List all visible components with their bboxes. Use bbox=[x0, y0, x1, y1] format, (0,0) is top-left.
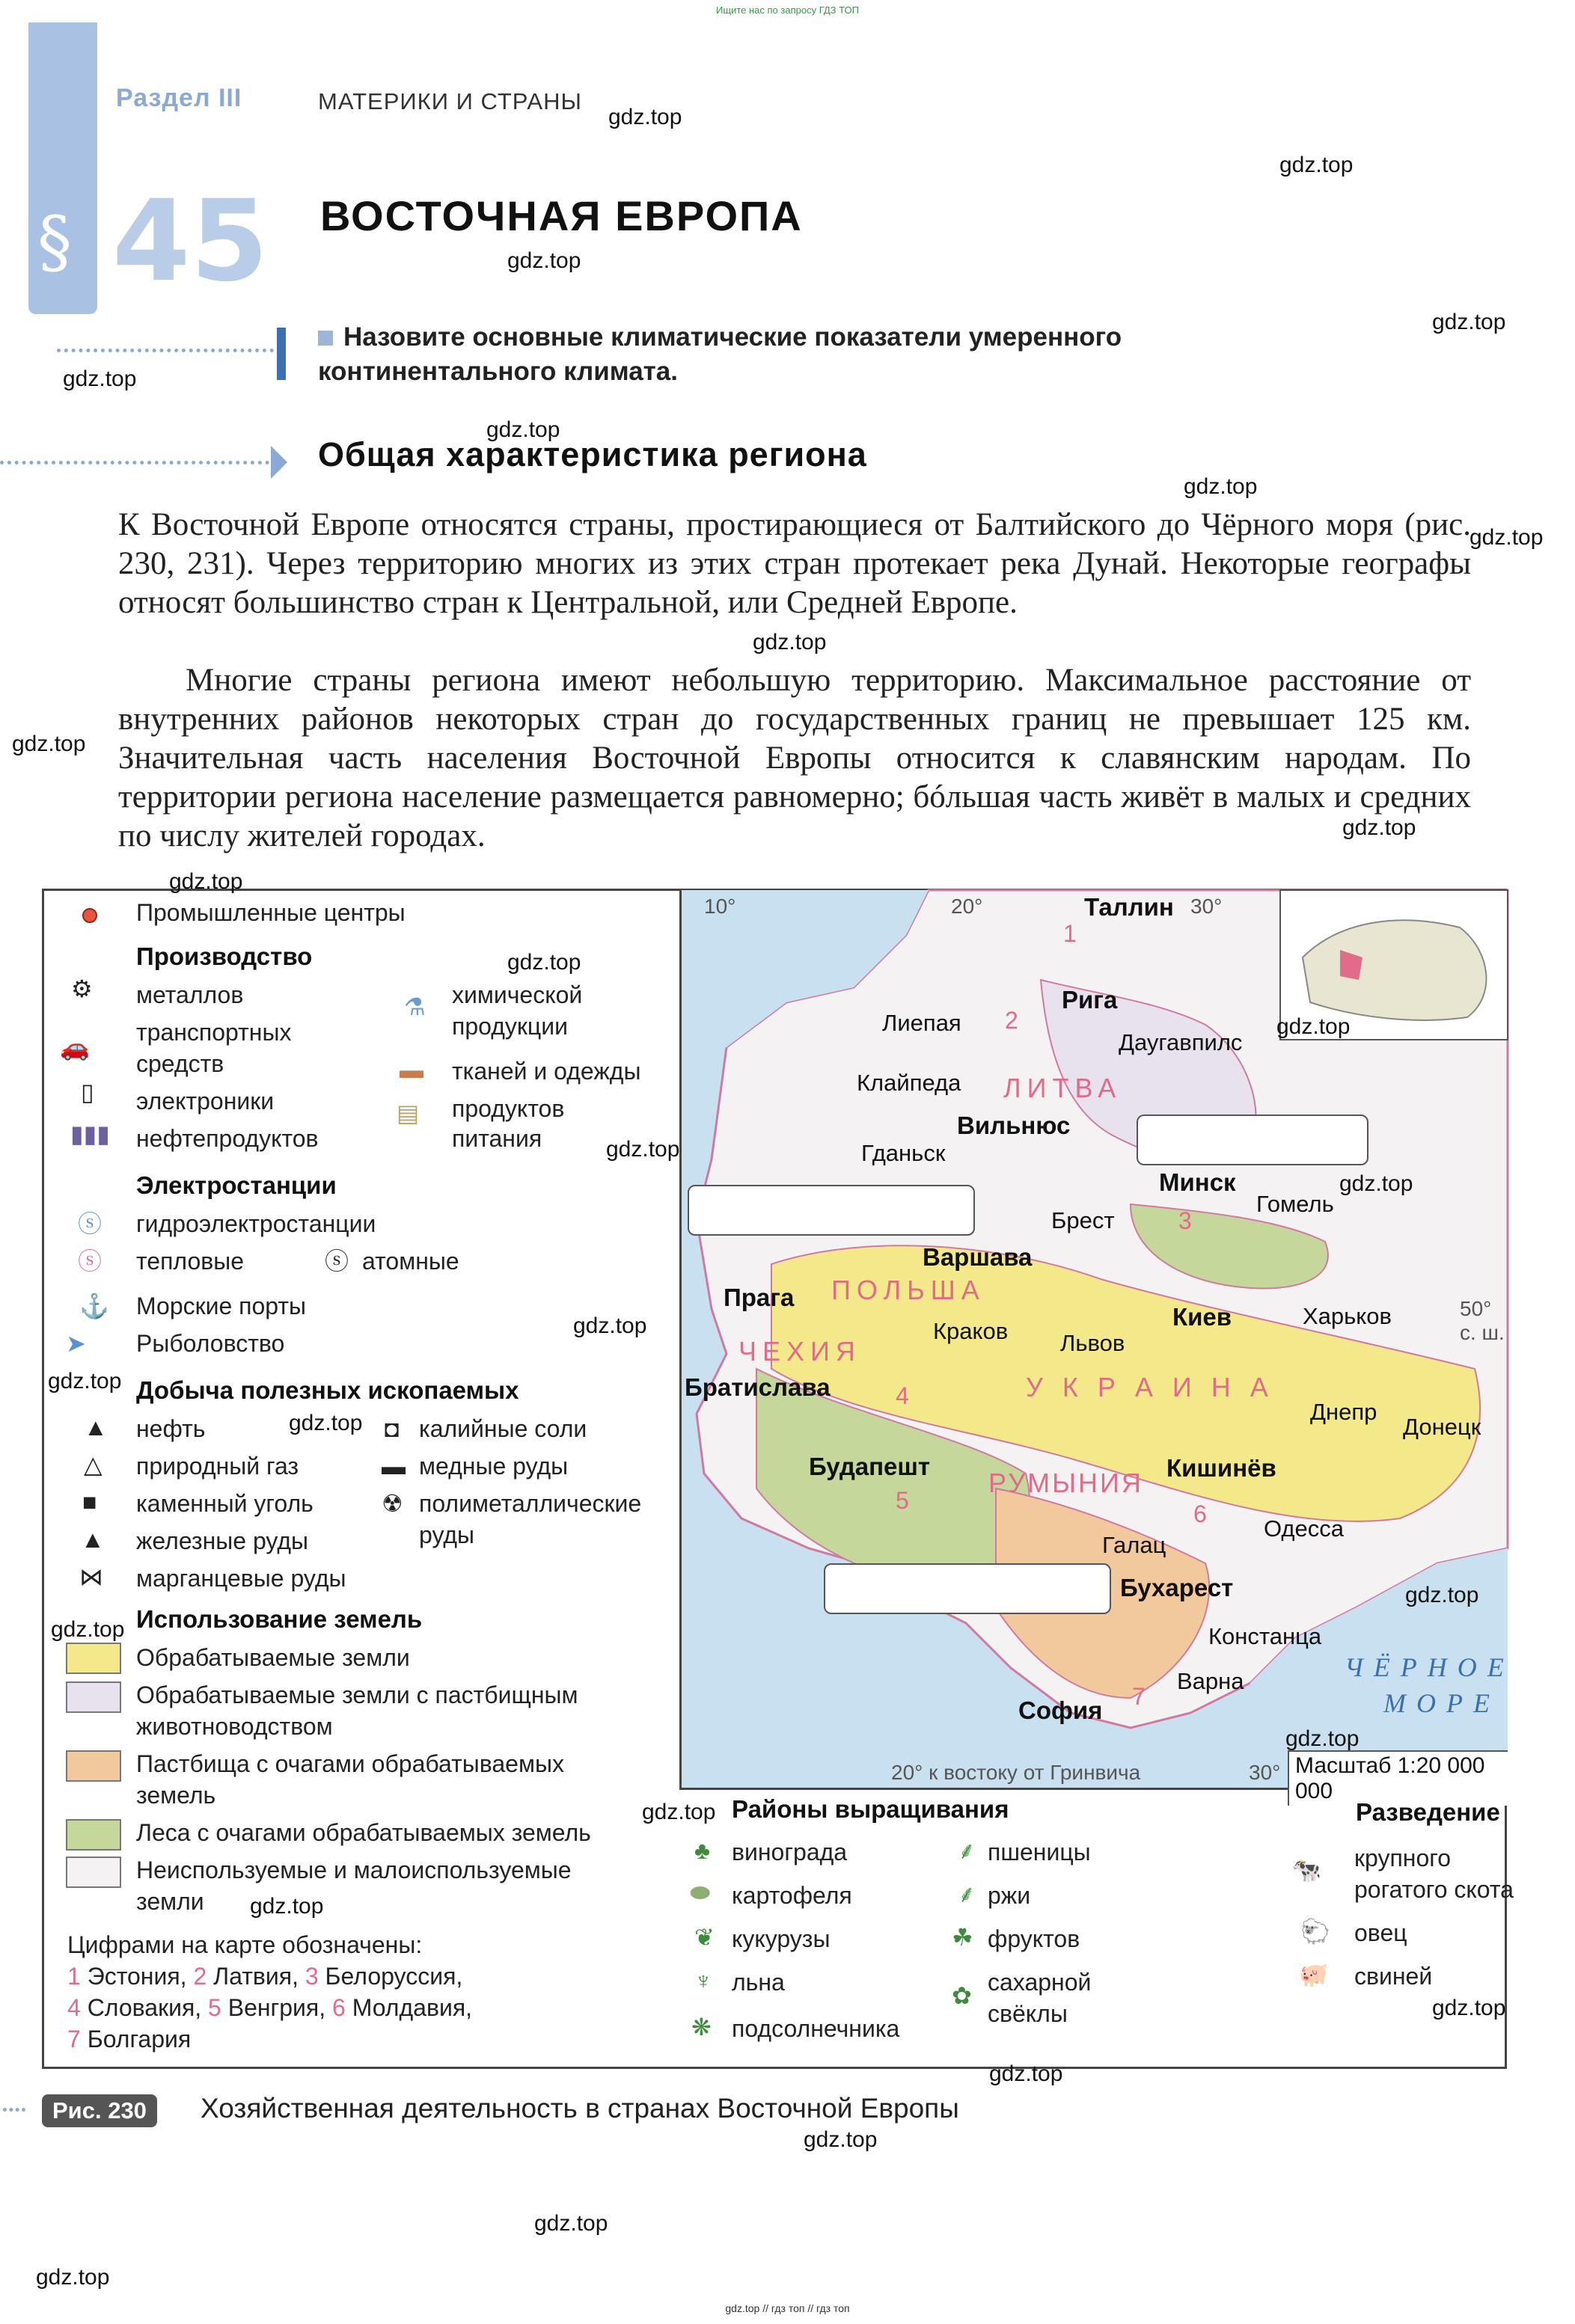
oil-icon: ▲ bbox=[84, 1414, 108, 1441]
sea-label-2: МОРЕ bbox=[1383, 1688, 1500, 1718]
city-sofia: София bbox=[1018, 1696, 1103, 1724]
legend-beet-2: свёклы bbox=[988, 2000, 1068, 2027]
gas-icon: △ bbox=[84, 1451, 103, 1478]
map-digit-2: 2 bbox=[1005, 1007, 1018, 1034]
body-paragraph-2: Многие страны региона имеют небольшую территорию. Максимальное расстояние от внутренних районов некоторых стран до государственных границ не превышает 125 км. Значительная часть населения Восточной Европы относится к славянским народам. По территории региона население размещается равномерно; бóльшая часть живёт в малых и средних по числу жителей городах. bbox=[118, 663, 1471, 853]
city-lviv: Львов bbox=[1060, 1330, 1125, 1356]
nuclear-plant-icon: ⓢ bbox=[325, 1248, 349, 1275]
polymetal-icon: ☢ bbox=[382, 1490, 403, 1517]
watermark: gdz.top bbox=[48, 1369, 122, 1394]
legend-potato: картофеля bbox=[732, 1882, 852, 1909]
country-czech: ЧЕХИЯ bbox=[738, 1336, 861, 1367]
digits-line-2 bbox=[67, 1993, 472, 2023]
flax-icon: ♆ bbox=[694, 1967, 712, 1994]
map-digit-6: 6 bbox=[1193, 1500, 1207, 1527]
legend-fishing: Рыболовство bbox=[136, 1330, 285, 1357]
paragraph-symbol: § bbox=[37, 202, 72, 282]
car-icon: 🚗 bbox=[60, 1034, 90, 1061]
country-slovakia: Словакия, bbox=[80, 1994, 209, 2021]
watermark: gdz.top bbox=[507, 248, 581, 273]
legend-chemical-1: химической bbox=[452, 981, 583, 1008]
legend-electronics: электроники bbox=[136, 1088, 275, 1115]
legend-production-title: Производство bbox=[136, 942, 313, 970]
fruit-icon: ☘ bbox=[952, 1924, 973, 1951]
swatch-unused bbox=[66, 1857, 121, 1888]
city-chisinau: Кишинёв bbox=[1166, 1454, 1276, 1482]
watermark: gdz.top bbox=[573, 1313, 647, 1338]
legend-land2-1: Обрабатываемые земли с пастбищным bbox=[136, 1681, 578, 1708]
copper-icon: ▬ bbox=[382, 1453, 406, 1480]
phone-icon: ▯ bbox=[81, 1079, 94, 1106]
coord-bottom-30: 30° bbox=[1249, 1761, 1281, 1784]
city-budapest: Будапешт bbox=[809, 1453, 931, 1480]
legend-mining-title: Добыча полезных ископаемых bbox=[136, 1376, 519, 1404]
top-note: Ищите нас по запросу ГДЗ ТОП bbox=[716, 4, 859, 16]
city-odessa: Одесса bbox=[1264, 1515, 1345, 1542]
map-digit-1: 1 bbox=[1063, 920, 1077, 947]
footer: gdz.top // гдз топ // гдз топ bbox=[725, 2302, 850, 2314]
city-constanta: Констанца bbox=[1208, 1623, 1322, 1649]
industrial-center-icon bbox=[82, 908, 97, 923]
coord-bottom-20: 20° к востоку от Гринвича bbox=[891, 1761, 1141, 1784]
digit-2: 2 bbox=[193, 1963, 207, 1990]
legend-land3-1: Пастбища с очагами обрабатываемых bbox=[136, 1750, 564, 1777]
city-minsk: Минск bbox=[1159, 1168, 1236, 1196]
watermark: gdz.top bbox=[12, 732, 86, 756]
legend-power-title: Электростанции bbox=[136, 1171, 337, 1199]
section-label: Раздел III bbox=[116, 84, 242, 112]
legend-corn: кукурузы bbox=[732, 1925, 831, 1952]
watermark: gdz.top bbox=[1432, 1996, 1506, 2020]
cattle-icon: 🐄 bbox=[1291, 1857, 1321, 1883]
paragraph-number: 45 bbox=[112, 177, 269, 307]
legend-food-2: питания bbox=[452, 1125, 542, 1152]
watermark: gdz.top bbox=[486, 417, 560, 442]
corn-icon: ❦ bbox=[694, 1924, 715, 1951]
city-bratislava: Братислава bbox=[685, 1373, 831, 1401]
country-lithuania: ЛИТВА bbox=[1003, 1073, 1122, 1103]
industry-panel-warsaw bbox=[688, 1185, 975, 1236]
map-digit-4: 4 bbox=[896, 1382, 909, 1409]
watermark: gdz.top bbox=[608, 105, 682, 129]
legend-pigs: свиней bbox=[1354, 1963, 1433, 1990]
caption-dots bbox=[3, 2108, 25, 2112]
watermark: gdz.top bbox=[1285, 1726, 1360, 1751]
country-belarus: Белоруссия, bbox=[318, 1963, 463, 1990]
coal-icon: ■ bbox=[82, 1488, 97, 1515]
legend-vehicles-2: средств bbox=[136, 1050, 224, 1077]
figure-caption: Хозяйственная деятельность в странах Восточной Европы bbox=[201, 2093, 959, 2124]
country-bulgaria: Болгария bbox=[80, 2026, 192, 2052]
iron-icon: ▲ bbox=[81, 1526, 105, 1553]
chapter-label: МАТЕРИКИ И СТРАНЫ bbox=[318, 88, 582, 114]
city-kiev: Киев bbox=[1172, 1303, 1232, 1331]
legend-land2-2: животноводством bbox=[136, 1713, 333, 1740]
watermark: gdz.top bbox=[36, 2265, 110, 2290]
divider bbox=[57, 349, 274, 352]
legend-oil: нефть bbox=[136, 1415, 206, 1442]
city-krakow: Краков bbox=[933, 1318, 1009, 1344]
legend-potash: калийные соли bbox=[419, 1415, 587, 1442]
manganese-icon: ⋈ bbox=[79, 1563, 103, 1590]
city-prague: Прага bbox=[724, 1284, 795, 1311]
metal-icon: ⚙ bbox=[71, 975, 93, 1002]
city-galati: Галац bbox=[1102, 1532, 1166, 1558]
question bbox=[318, 320, 1440, 389]
swatch-cultivated-pasture bbox=[66, 1681, 121, 1713]
map-digit-3: 3 bbox=[1178, 1207, 1192, 1234]
digits-line-3 bbox=[67, 2024, 191, 2054]
legend-rye: ржи bbox=[988, 1882, 1031, 1909]
hydro-plant-icon: ⓢ bbox=[78, 1210, 103, 1237]
city-warsaw: Варшава bbox=[923, 1243, 1033, 1271]
flask-icon: ⚗ bbox=[404, 993, 426, 1020]
legend-flax: льна bbox=[732, 1969, 785, 1996]
sunflower-icon: ❋ bbox=[691, 2014, 712, 2041]
digit-1: 1 bbox=[67, 1963, 81, 1990]
question-line2: континентального климата. bbox=[318, 357, 678, 386]
legend-wheat: пшеницы bbox=[988, 1839, 1091, 1865]
legend-metals: металлов bbox=[136, 981, 244, 1008]
watermark: gdz.top bbox=[1405, 1583, 1479, 1607]
legend-food-1: продуктов bbox=[452, 1095, 565, 1122]
rye-icon: ⸙ bbox=[958, 1880, 976, 1907]
coord-20: 20° bbox=[951, 895, 983, 918]
digit-7: 7 bbox=[67, 2026, 81, 2052]
watermark: gdz.top bbox=[1279, 153, 1354, 177]
city-klaipeda: Клайпеда bbox=[857, 1070, 961, 1096]
question-marker bbox=[277, 328, 286, 380]
digits-title: Цифрами на карте обозначены: bbox=[67, 1931, 423, 1958]
legend-gas: природный газ bbox=[136, 1453, 299, 1480]
legend-textiles: тканей и одежды bbox=[452, 1058, 641, 1085]
legend-hydro: гидроэлектростанции bbox=[136, 1210, 376, 1237]
country-ukraine: У К Р А И Н А bbox=[1026, 1372, 1274, 1402]
potash-icon: ◘ bbox=[385, 1415, 400, 1442]
arrow-right-icon bbox=[271, 446, 287, 479]
map-scale: Масштаб 1:20 000 000 bbox=[1288, 1750, 1508, 1806]
legend-cattle-2: рогатого скота bbox=[1354, 1876, 1514, 1903]
city-riga: Рига bbox=[1062, 986, 1118, 1014]
city-gomel: Гомель bbox=[1256, 1191, 1334, 1217]
legend-manganese: марганцевые руды bbox=[136, 1565, 346, 1592]
legend-polymetal-2: руды bbox=[419, 1521, 475, 1548]
potato-icon: ⬬ bbox=[690, 1879, 711, 1906]
city-gdansk: Гданьск bbox=[861, 1140, 946, 1166]
country-hungary: Венгрия, bbox=[221, 1994, 332, 2021]
legend-vehicles-1: транспортных bbox=[136, 1019, 292, 1046]
body-paragraph-1: К Восточной Европе относятся страны, простирающиеся от Балтийского до Чёрного моря (рис. 230, 231). Через территорию многих из этих стран протекает река Дунай. Некоторые географы относят большинство стран к Центральной, или Средней Европе. bbox=[118, 507, 1471, 620]
watermark: gdz.top bbox=[51, 1617, 125, 1642]
map bbox=[679, 890, 1514, 1803]
legend-land-title: Использование земель bbox=[136, 1605, 423, 1633]
legend-copper: медные руды bbox=[419, 1453, 569, 1480]
digit-3: 3 bbox=[305, 1963, 319, 1990]
fabric-roll-icon: ▬ bbox=[400, 1056, 423, 1083]
legend-land5-2: земли bbox=[136, 1888, 204, 1915]
legend-chemical-2: продукции bbox=[452, 1013, 568, 1040]
map-digit-7: 7 bbox=[1132, 1683, 1146, 1710]
subheading: Общая характеристика региона bbox=[318, 435, 867, 473]
watermark: gdz.top bbox=[606, 1137, 680, 1162]
legend-cattle-1: крупного bbox=[1354, 1845, 1451, 1871]
coord-30: 30° bbox=[1190, 895, 1223, 918]
question-line1: Назовите основные климатические показатели умеренного bbox=[343, 322, 1122, 352]
wheat-icon: ⸙ bbox=[958, 1837, 976, 1864]
country-moldova: Молдавия, bbox=[345, 1994, 473, 2021]
legend-polymetal-1: полиметаллические bbox=[419, 1490, 642, 1517]
anchor-icon: ⚓ bbox=[79, 1293, 109, 1319]
digit-6: 6 bbox=[332, 1994, 346, 2021]
country-estonia: Эстония, bbox=[80, 1963, 194, 1990]
watermark: gdz.top bbox=[1342, 815, 1416, 840]
legend-beet-1: сахарной bbox=[988, 1969, 1092, 1996]
thermal-plant-icon: ⓢ bbox=[78, 1248, 103, 1275]
legend-grapes: винограда bbox=[732, 1839, 848, 1865]
industry-panel-minsk bbox=[1137, 1115, 1368, 1165]
legend-coal: каменный уголь bbox=[136, 1490, 314, 1517]
watermark: gdz.top bbox=[507, 950, 581, 975]
watermark: gdz.top bbox=[534, 2211, 608, 2236]
legend-iron: железные руды bbox=[136, 1527, 308, 1554]
watermark: gdz.top bbox=[1184, 474, 1258, 499]
pig-icon: 🐖 bbox=[1299, 1961, 1329, 1988]
city-vilnius: Вильнюс bbox=[957, 1112, 1071, 1139]
watermark: gdz.top bbox=[289, 1411, 363, 1435]
swatch-forest bbox=[66, 1819, 121, 1851]
legend-oil-products: нефтепродуктов bbox=[136, 1125, 319, 1152]
watermark: gdz.top bbox=[63, 367, 137, 391]
beet-icon: ✿ bbox=[952, 1982, 972, 2009]
sea-label-1: ЧЁРНОЕ bbox=[1345, 1652, 1514, 1682]
legend-ports: Морские порты bbox=[136, 1293, 307, 1319]
swatch-cultivated bbox=[66, 1643, 121, 1674]
legend-sunflower: подсолнечника bbox=[732, 2015, 900, 2042]
divider bbox=[0, 461, 269, 465]
city-liepaja: Лиепая bbox=[882, 1010, 961, 1036]
page-title: ВОСТОЧНАЯ ЕВРОПА bbox=[320, 192, 803, 239]
city-brest: Брест bbox=[1051, 1207, 1115, 1233]
city-varna: Варна bbox=[1177, 1668, 1244, 1694]
city-kharkiv: Харьков bbox=[1303, 1303, 1392, 1329]
country-poland: ПОЛЬША bbox=[831, 1275, 985, 1305]
watermark: gdz.top bbox=[642, 1800, 716, 1824]
industry-panel-bucharest bbox=[824, 1563, 1111, 1614]
figure-tag: Рис. 230 bbox=[42, 2094, 157, 2127]
legend-industrial: Промышленные центры bbox=[136, 899, 406, 926]
legend-crops-title: Районы выращивания bbox=[732, 1795, 1009, 1823]
watermark: gdz.top bbox=[1276, 1014, 1351, 1039]
digits-line-1 bbox=[67, 1961, 462, 1991]
watermark: gdz.top bbox=[753, 630, 827, 654]
legend-sheep: овец bbox=[1354, 1919, 1407, 1946]
legend-land4: Леса с очагами обрабатываемых земель bbox=[136, 1819, 591, 1846]
sheep-icon: 🐑 bbox=[1300, 1918, 1330, 1945]
city-bucharest: Бухарест bbox=[1120, 1574, 1234, 1601]
legend-land1: Обрабатываемые земли bbox=[136, 1644, 410, 1671]
city-dnepr: Днепр bbox=[1310, 1399, 1377, 1425]
country-latvia: Латвия, bbox=[207, 1963, 305, 1990]
watermark: gdz.top bbox=[1432, 310, 1506, 334]
watermark: gdz.top bbox=[1470, 525, 1544, 550]
legend-fruits: фруктов bbox=[988, 1925, 1080, 1952]
legend-thermal: тепловые bbox=[136, 1248, 245, 1275]
coord-50n: 50° с. ш. bbox=[1460, 1297, 1505, 1344]
legend-land5-1: Неиспользуемые и малоиспользуемые bbox=[136, 1857, 572, 1883]
digit-5: 5 bbox=[208, 1994, 221, 2021]
food-can-icon: ▤ bbox=[397, 1100, 420, 1126]
city-daugavpils: Даугавпилс bbox=[1119, 1029, 1243, 1055]
coord-10: 10° bbox=[704, 895, 736, 918]
legend-nuclear: атомные bbox=[362, 1248, 459, 1275]
legend-land3-2: земель bbox=[136, 1782, 216, 1809]
refinery-icon: ▮▮▮ bbox=[70, 1120, 110, 1147]
square-bullet-icon bbox=[318, 331, 333, 346]
watermark: gdz.top bbox=[169, 869, 243, 894]
fish-icon: ➤ bbox=[66, 1330, 86, 1357]
grapes-icon: ♣ bbox=[694, 1837, 710, 1864]
legend-breeding-title: Разведение bbox=[1356, 1798, 1500, 1826]
watermark: gdz.top bbox=[989, 2061, 1063, 2086]
city-tallinn: Таллин bbox=[1084, 893, 1174, 921]
watermark: gdz.top bbox=[1339, 1171, 1413, 1196]
watermark: gdz.top bbox=[250, 1894, 324, 1919]
map-digit-5: 5 bbox=[896, 1487, 909, 1514]
swatch-pasture bbox=[66, 1750, 121, 1782]
digit-4: 4 bbox=[67, 1994, 81, 2021]
city-donetsk: Донецк bbox=[1403, 1414, 1481, 1440]
watermark: gdz.top bbox=[804, 2127, 878, 2152]
country-romania: РУМЫНИЯ bbox=[988, 1468, 1143, 1498]
